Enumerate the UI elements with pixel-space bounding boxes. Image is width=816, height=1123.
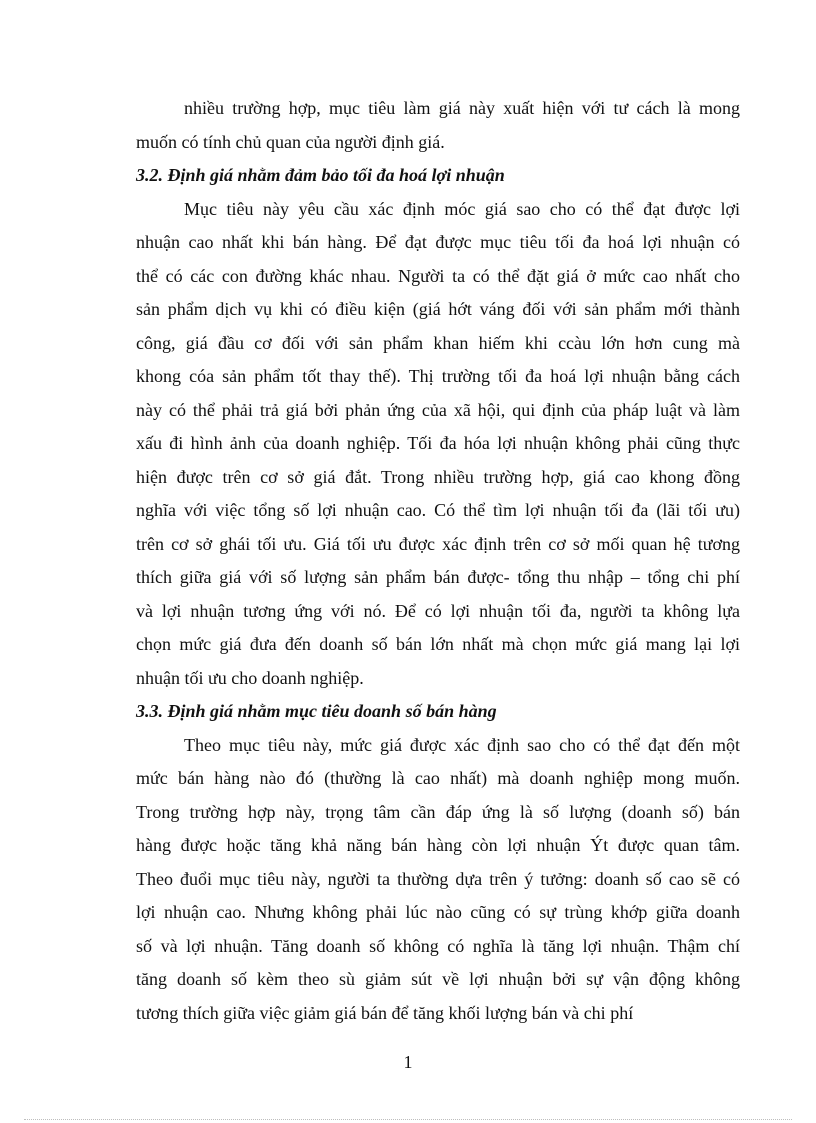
paragraph-line: lợi nhuận cao. Nhưng không phải lúc nào cũng có sự trùng khớp giữa doanh [136, 902, 740, 922]
page-number: 1 [403, 1052, 413, 1072]
paragraph-line: hàng được hoặc tăng khả năng bán hàng còn lợi nhuận Ýt được quan tâm. [136, 835, 740, 855]
paragraph-line: chọn mức giá đưa đến doanh số bán lớn nhất mà chọn mức giá mang lại lợi [136, 634, 740, 654]
paragraph-line: nhiều trường hợp, mục tiêu làm giá này xuất hiện với tư cách là mong [184, 98, 740, 118]
paragraph-line: xấu đi hình ảnh của doanh nghiệp. Tối đa hóa lợi nhuận không phải cũng thực [136, 433, 740, 453]
paragraph-line: Theo đuổi mục tiêu này, người ta thường dựa trên ý tưởng: doanh số cao sẽ có [136, 868, 740, 889]
paragraph-line: số và lợi nhuận. Tăng doanh số không có nghĩa là tăng lợi nhuận. Thậm chí [136, 935, 740, 956]
paragraph-line: Mục tiêu này yêu cầu xác định móc giá sao cho có thể đạt được lợi [184, 198, 740, 219]
paragraph-line: thể có các con đường khác nhau. Người ta có thể đặt giá ở mức cao nhất cho [136, 265, 740, 286]
paragraph-line: và lợi nhuận tương ứng với nó. Để có lợi nhuận tối đa, người ta không lựa [136, 600, 740, 621]
intro-paragraph [136, 92, 740, 159]
paragraph-line: muốn có tính chủ quan của người định giá. [136, 131, 445, 152]
paragraph-line: hiện được trên cơ sở giá đắt. Trong nhiều trường hợp, giá cao khong đồng [136, 466, 740, 487]
paragraph-line: tăng doanh số kèm theo sù giảm sút về lợi nhuận bởi sự vận động không [136, 969, 740, 989]
paragraph-line: nhuận cao nhất khi bán hàng. Để đạt được mục tiêu tối đa hoá lợi nhuận có [136, 232, 740, 252]
paragraph-line: sản phẩm dịch vụ khi có điều kiện (giá hớt váng đối với sản phẩm mới thành [136, 299, 740, 319]
section-heading-3-3: 3.3. Định giá nhằm mục tiêu doanh số bán hàng [136, 701, 497, 721]
paragraph-line: khong cóa sản phẩm tốt thay thế). Thị trường tối đa hoá lợi nhuận bằng cách [136, 366, 740, 386]
paragraph-line: thích giữa giá với số lượng sản phẩm bán được- tổng thu nhập – tổng chi phí [136, 567, 740, 587]
paragraph-line: này có thể phải trả giá bởi phản ứng của xã hội, qui định của pháp luật và làm [136, 399, 740, 420]
paragraph-line: công, giá đầu cơ đối với sản phẩm khan hiếm khi ccàu lớn hơn cung mà [136, 332, 740, 353]
paragraph-line: nghĩa với việc tổng số lợi nhuận cao. Có thể tìm lợi nhuận tối đa (lãi tối ưu) [136, 500, 740, 520]
paragraph-line: Theo mục tiêu này, mức giá được xác định sao cho có thể đạt đến một [184, 734, 740, 755]
page-content [136, 92, 740, 1030]
section-3-3-paragraph [136, 729, 740, 1031]
footer-divider [24, 1119, 792, 1120]
paragraph-line: nhuận tối ưu cho doanh nghiệp. [136, 667, 364, 688]
paragraph-line: trên cơ sở ghái tối ưu. Giá tối ưu được xác định trên cơ sở mối quan hệ tương [136, 533, 740, 554]
paragraph-line: mức bán hàng nào đó (thường là cao nhất) mà doanh nghiệp mong muốn. [136, 768, 740, 788]
section-3-2-paragraph [136, 193, 740, 696]
paragraph-line: tương thích giữa việc giảm giá bán để tăng khối lượng bán và chi phí [136, 1002, 634, 1023]
section-heading-3-2: 3.2. Định giá nhằm đảm bảo tối đa hoá lợi nhuận [136, 165, 505, 185]
paragraph-line: Trong trường hợp này, trọng tâm cần đáp ứng là số lượng (doanh số) bán [136, 801, 740, 822]
